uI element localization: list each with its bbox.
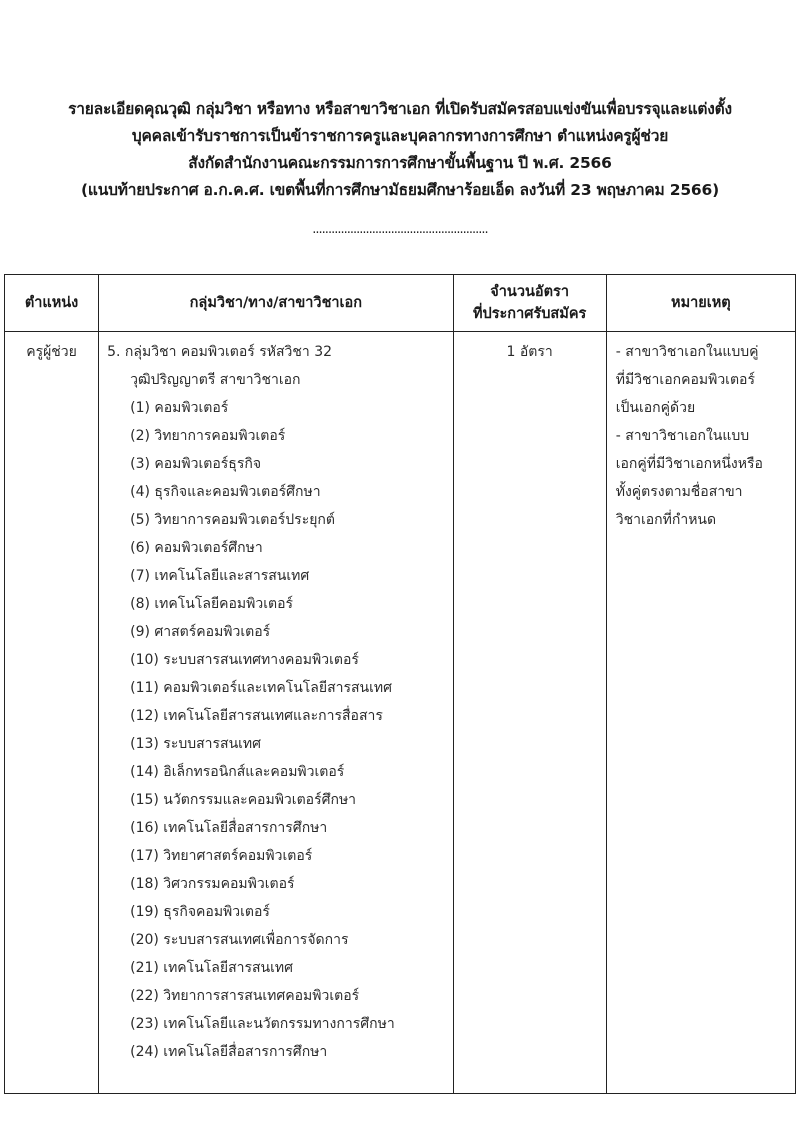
header-subject: กลุ่มวิชา/ทาง/สาขาวิชาเอก — [99, 275, 453, 332]
heading-line-3: สังกัดสำนักงานคณะกรรมการการศึกษาขั้นพื้นฐาน ปี พ.ศ. 2566 — [188, 154, 612, 172]
note-line: ที่มีวิชาเอกคอมพิวเตอร์ — [615, 372, 755, 388]
list-item: (21) เทคโนโลยีสารสนเทศ — [130, 960, 294, 976]
list-item: (15) นวัตกรรมและคอมพิวเตอร์ศึกษา — [130, 792, 357, 808]
qualification-table — [4, 274, 796, 1094]
table-row — [5, 332, 796, 1094]
cell-notes — [606, 332, 795, 1094]
header-notes: หมายเหตุ — [606, 275, 795, 332]
list-item: (16) เทคโนโลยีสื่อสารการศึกษา — [130, 820, 328, 836]
note-line: เป็นเอกคู่ด้วย — [615, 400, 696, 416]
note-line: - สาขาวิชาเอกในแบบคู่ — [615, 344, 759, 360]
list-item: (3) คอมพิวเตอร์ธุรกิจ — [130, 456, 262, 472]
list-item: (1) คอมพิวเตอร์ — [130, 400, 229, 416]
list-item: (14) อิเล็กทรอนิกส์และคอมพิวเตอร์ — [130, 764, 345, 780]
list-item: (6) คอมพิวเตอร์ศึกษา — [130, 540, 263, 556]
list-item: (8) เทคโนโลยีคอมพิวเตอร์ — [130, 596, 294, 612]
list-item: (11) คอมพิวเตอร์และเทคโนโลยีสารสนเทศ — [130, 680, 393, 696]
header-position: ตำแหน่ง — [5, 275, 99, 332]
list-item: (10) ระบบสารสนเทศทางคอมพิวเตอร์ — [130, 652, 359, 668]
cell-position: ครูผู้ช่วย — [5, 332, 99, 1094]
list-item: (23) เทคโนโลยีและนวัตกรรมทางการศึกษา — [130, 1016, 395, 1032]
note-line: วิชาเอกที่กำหนด — [615, 512, 717, 528]
list-item: (5) วิทยาการคอมพิวเตอร์ประยุกต์ — [130, 512, 335, 528]
list-item: (18) วิศวกรรมคอมพิวเตอร์ — [130, 876, 295, 892]
qualification-label: วุฒิปริญญาตรี สาขาวิชาเอก — [130, 372, 301, 388]
heading-line-4: (แนบท้ายประกาศ อ.ก.ค.ศ. เขตพื้นที่การศึกษามัธยมศึกษาร้อยเอ็ด ลงวันที่ 23 พฤษภาคม 2566) — [81, 181, 719, 199]
list-item: (7) เทคโนโลยีและสารสนเทศ — [130, 568, 310, 584]
list-item: (13) ระบบสารสนเทศ — [130, 736, 262, 752]
dotted-separator: ........................................................ — [312, 222, 488, 237]
heading-line-2: บุคคลเข้ารับราชการเป็นข้าราชการครูและบุคลากรทางการศึกษา ตำแหน่งครูผู้ช่วย — [131, 127, 669, 145]
header-count-line-1: จำนวนอัตรา — [490, 284, 569, 300]
list-item: (2) วิทยาการคอมพิวเตอร์ — [130, 428, 286, 444]
subject-title: 5. กลุ่มวิชา คอมพิวเตอร์ รหัสวิชา 32 — [107, 344, 333, 360]
major-list — [107, 394, 452, 1066]
document-heading — [0, 96, 800, 204]
list-item: (9) ศาสตร์คอมพิวเตอร์ — [130, 624, 271, 640]
cell-subject — [99, 332, 453, 1094]
note-line: - สาขาวิชาเอกในแบบ — [615, 428, 750, 444]
cell-count: 1 อัตรา — [453, 332, 606, 1094]
note-line: ทั้งคู่ตรงตามชื่อสาขา — [615, 484, 743, 500]
list-item: (22) วิทยาการสารสนเทศคอมพิวเตอร์ — [130, 988, 360, 1004]
list-item: (20) ระบบสารสนเทศเพื่อการจัดการ — [130, 932, 349, 948]
list-item: (24) เทคโนโลยีสื่อสารการศึกษา — [130, 1044, 328, 1060]
table-header-row — [5, 275, 796, 332]
note-line: เอกคู่ที่มีวิชาเอกหนึ่งหรือ — [615, 456, 763, 472]
header-count-line-2: ที่ประกาศรับสมัคร — [472, 306, 587, 322]
list-item: (12) เทคโนโลยีสารสนเทศและการสื่อสาร — [130, 708, 383, 724]
list-item: (19) ธุรกิจคอมพิวเตอร์ — [130, 904, 270, 920]
header-count — [453, 275, 606, 332]
heading-line-1: รายละเอียดคุณวุฒิ กลุ่มวิชา หรือทาง หรือสาขาวิชาเอก ที่เปิดรับสมัครสอบแข่งขันเพื่อบรรจุและแต่งตั้ง — [68, 100, 732, 118]
list-item: (4) ธุรกิจและคอมพิวเตอร์ศึกษา — [130, 484, 321, 500]
list-item: (17) วิทยาศาสตร์คอมพิวเตอร์ — [130, 848, 313, 864]
